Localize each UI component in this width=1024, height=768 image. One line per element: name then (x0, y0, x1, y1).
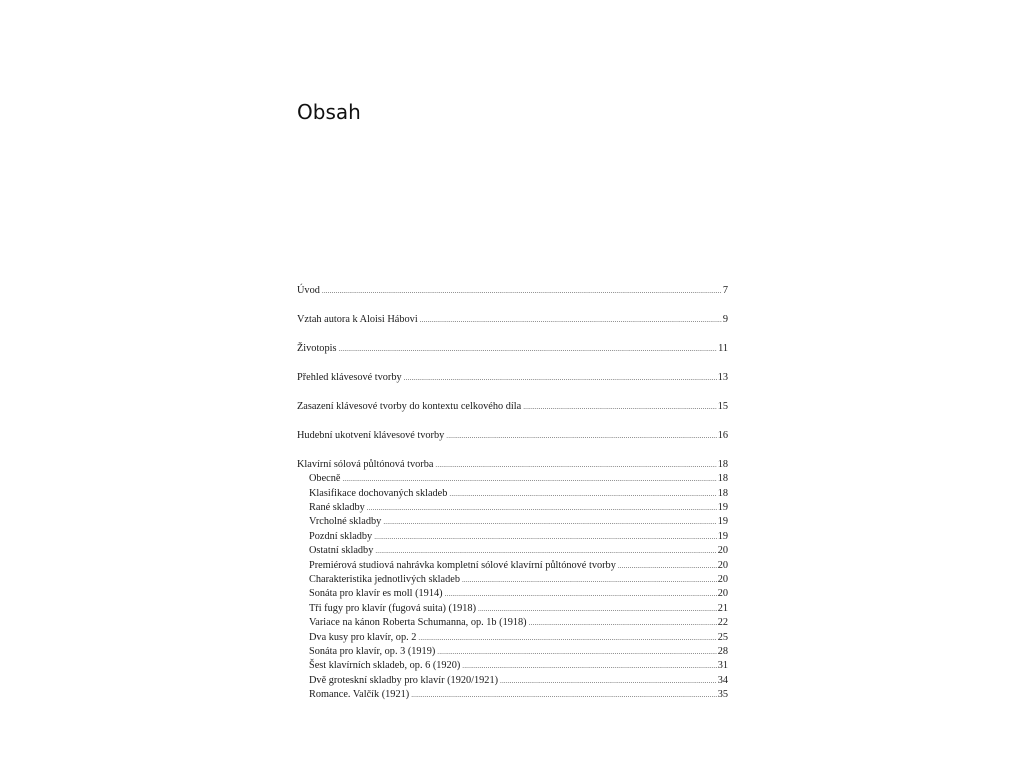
toc-entry-title: Vrcholné skladby (309, 516, 382, 528)
toc-subentry (297, 631, 728, 645)
dot-leader (375, 544, 716, 558)
dot-leader (523, 400, 717, 414)
toc-subentry (297, 530, 728, 544)
toc-page-number: 19 (717, 502, 728, 514)
toc-page-number: 15 (717, 400, 728, 412)
toc-entry-title: Charakteristika jednotlivých skladeb (309, 574, 460, 586)
toc-page-number: 20 (717, 559, 728, 571)
dot-leader (338, 342, 717, 356)
toc-entry-title: Vztah autora k Aloisi Hábovi (297, 313, 418, 325)
toc-entry-title: Rané skladby (309, 502, 365, 514)
toc-subentry (297, 573, 728, 587)
toc-subentry (297, 659, 728, 673)
toc-entry-title: Úvod (297, 285, 320, 296)
toc-entry-title: Pozdní skladby (309, 530, 373, 542)
dot-leader (446, 429, 716, 443)
toc-page-number: 35 (717, 689, 728, 701)
dot-leader (383, 515, 716, 529)
toc-entry-title: Dvě groteskní skladby pro klavír (1920/1921) (309, 674, 499, 686)
dot-leader (445, 587, 717, 601)
toc-entry-title: Tři fugy pro klavír (fugová suita) (1918) (309, 602, 476, 614)
toc-subentry (297, 674, 728, 688)
dot-leader (449, 487, 716, 501)
toc-subentry (297, 501, 728, 515)
dot-leader (367, 501, 717, 515)
toc-entry-title: Přehled klávesové tvorby (297, 371, 402, 383)
toc-entry (297, 429, 728, 443)
toc-subentry (297, 602, 728, 616)
toc-entry (297, 458, 728, 472)
toc-page-number: 19 (717, 530, 728, 542)
toc-subentry (297, 559, 728, 573)
toc-page-number: 25 (717, 631, 728, 643)
toc-page-number: 20 (717, 574, 728, 586)
toc-subentry (297, 515, 728, 529)
toc-page-number: 18 (717, 458, 728, 470)
toc-entry-title: Klasifikace dochovaných skladeb (309, 487, 448, 499)
dot-leader (478, 602, 717, 616)
toc-page-number: 22 (717, 617, 728, 629)
toc-page-number: 20 (717, 545, 728, 557)
toc-subentry (297, 587, 728, 601)
dot-leader (437, 645, 716, 659)
toc-entry-title: Ostatní skladby (309, 545, 374, 557)
toc-page-number: 18 (717, 487, 728, 499)
dot-leader (411, 688, 717, 702)
toc-entry-title: Obecně (309, 473, 341, 485)
dot-leader (435, 458, 716, 472)
dot-leader (462, 573, 717, 587)
toc-page-number: 34 (717, 674, 728, 686)
toc-page-number: 28 (717, 645, 728, 657)
toc-subentry (297, 472, 728, 486)
dot-leader (418, 631, 716, 645)
toc-page-number: 9 (722, 313, 728, 325)
dot-leader (404, 371, 717, 385)
toc-entry-title: Variace na kánon Roberta Schumanna, op. 1b (1918) (309, 617, 527, 629)
toc-subentry (297, 688, 728, 702)
toc-page-number: 13 (717, 371, 728, 383)
toc-page-number: 16 (717, 429, 728, 441)
toc-entry-title: Životopis (297, 342, 337, 354)
toc-entry-title: Šest klavírních skladeb, op. 6 (1920) (309, 660, 461, 672)
page-title: Obsah (297, 100, 361, 124)
toc-page-number: 20 (717, 588, 728, 600)
dot-leader (462, 659, 716, 673)
toc-subentry (297, 645, 728, 659)
toc-entry-title: Sonáta pro klavír es moll (1914) (309, 588, 443, 600)
toc-page-number: 19 (717, 516, 728, 528)
toc-page-number: 7 (722, 285, 728, 296)
dot-leader (500, 674, 717, 688)
toc-entry (297, 284, 728, 298)
toc-entry-title: Zasazení klávesové tvorby do kontextu celkového díla (297, 400, 522, 412)
dot-leader (420, 313, 722, 327)
toc-entry (297, 400, 728, 414)
toc-subentry (297, 544, 728, 558)
toc-page-number: 11 (718, 342, 728, 354)
toc-entry (297, 342, 728, 356)
toc-page-number: 18 (717, 473, 728, 485)
toc-subentry (297, 616, 728, 630)
dot-leader (322, 284, 722, 298)
toc-entry (297, 371, 728, 385)
toc-entry-title: Hudební ukotvení klávesové tvorby (297, 429, 445, 441)
toc-page-number: 21 (717, 602, 728, 614)
toc-entry-title: Dva kusy pro klavír, op. 2 (309, 631, 417, 643)
toc-entry-title: Romance. Valčík (1921) (309, 689, 410, 701)
toc-entry-title: Klavírní sólová půltónová tvorba (297, 458, 434, 470)
dot-leader (374, 530, 716, 544)
toc-page-number: 31 (717, 660, 728, 672)
dot-leader (618, 559, 717, 573)
dot-leader (529, 616, 717, 630)
table-of-contents (297, 284, 728, 703)
toc-entry (297, 313, 728, 327)
toc-subentry (297, 487, 728, 501)
toc-entry-title: Premiérová studiová nahrávka kompletní sólové klavírní půltónové tvorby (309, 559, 616, 571)
toc-entry-title: Sonáta pro klavír, op. 3 (1919) (309, 645, 436, 657)
dot-leader (342, 472, 716, 486)
